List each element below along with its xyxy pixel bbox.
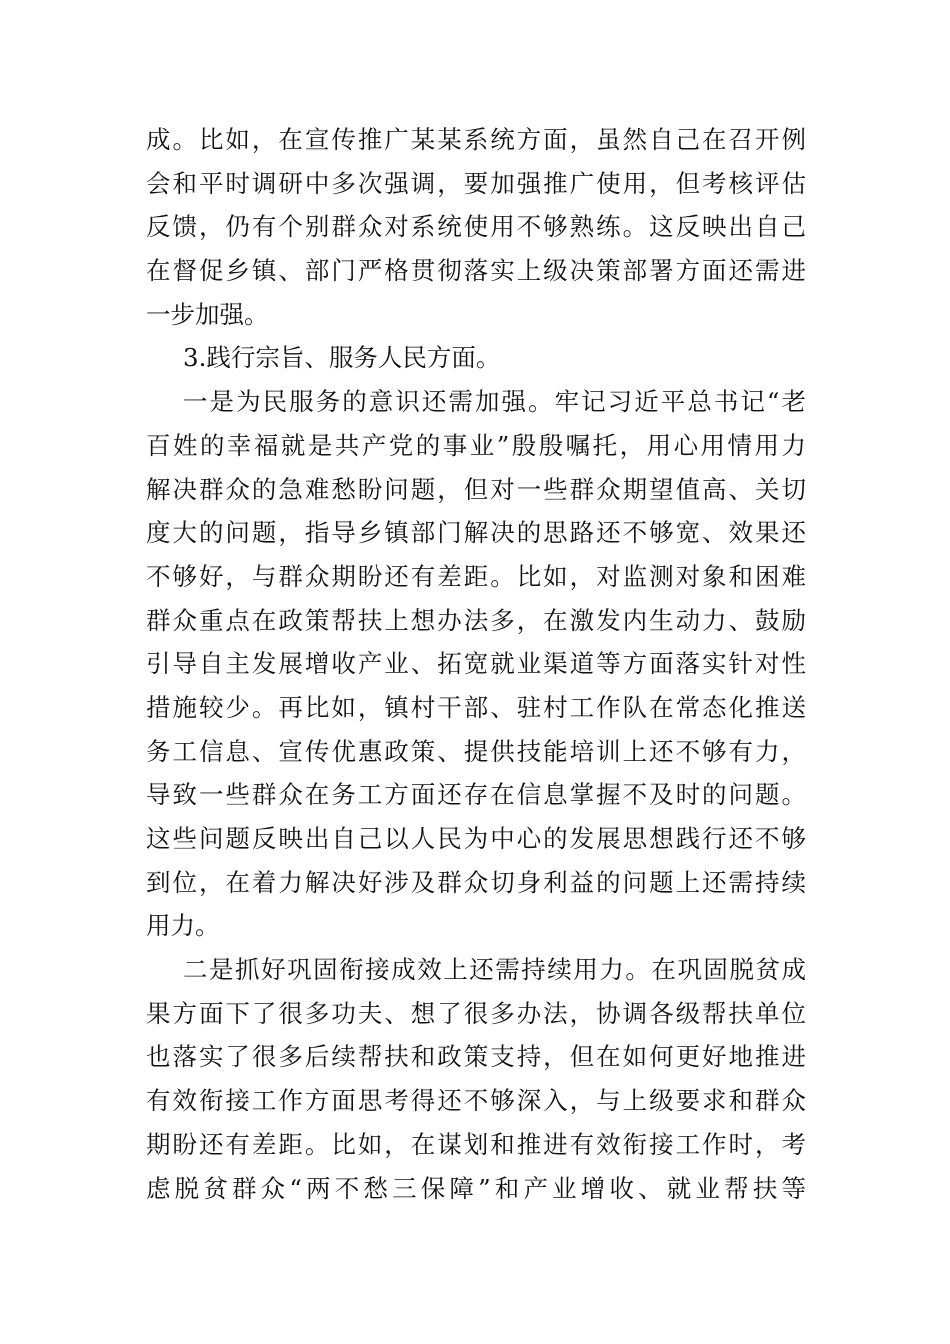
- text-line: 成。比如，在宣传推广某某系统方面，虽然自己在召开例: [146, 125, 806, 154]
- text-line: 在督促乡镇、部门严格贯彻落实上级决策部署方面还需进: [146, 256, 806, 286]
- text-line: 期盼还有差距。比如，在谋划和推进有效衔接工作时，考: [146, 1129, 806, 1159]
- text-line: 不够好，与群众期盼还有差距。比如，对监测对象和困难: [146, 561, 806, 591]
- text-line: 一步加强。: [146, 299, 269, 329]
- text-line: 导致一些群众在务工方面还存在信息掌握不及时的问题。: [146, 780, 806, 810]
- document-body: [146, 118, 806, 1210]
- text-line: 有效衔接工作方面思考得还不够深入，与上级要求和群众: [146, 1086, 806, 1116]
- text-line: 也落实了很多后续帮扶和政策支持，但在如何更好地推进: [146, 1042, 806, 1072]
- text-line: 会和平时调研中多次强调，要加强推广使用，但考核评估: [146, 168, 806, 198]
- text-line: 用力。: [146, 911, 220, 941]
- text-line: 百姓的幸福就是共产党的事业”殷殷嘱托，用心用情用力: [146, 430, 806, 460]
- text-line: 一是为民服务的意识还需加强。牢记习近平总书记“老: [183, 387, 806, 417]
- text-line: 反馈，仍有个别群众对系统使用不够熟练。这反映出自己: [146, 212, 806, 242]
- text-line: 度大的问题，指导乡镇部门解决的思路还不够宽、效果还: [146, 518, 806, 548]
- text-line: 解决群众的急难愁盼问题，但对一些群众期望值高、关切: [146, 474, 806, 504]
- text-line: 引导自主发展增收产业、拓宽就业渠道等方面落实针对性: [146, 649, 806, 679]
- text-line: 措施较少。再比如，镇村干部、驻村工作队在常态化推送: [146, 692, 806, 722]
- text-line: 这些问题反映出自己以人民为中心的发展思想践行还不够: [146, 824, 806, 853]
- text-line: 虑脱贫群众“两不愁三保障”和产业增收、就业帮扶等: [146, 1173, 806, 1203]
- text-line: 群众重点在政策帮扶上想办法多，在激发内生动力、鼓励: [146, 605, 806, 635]
- text-line: 到位，在着力解决好涉及群众切身利益的问题上还需持续: [146, 867, 806, 897]
- text-line: 3.践行宗旨、服务人民方面。: [183, 343, 501, 373]
- text-line: 果方面下了很多功夫、想了很多办法，协调各级帮扶单位: [146, 998, 806, 1028]
- text-line: 二是抓好巩固衔接成效上还需持续用力。在巩固脱贫成: [183, 955, 806, 985]
- text-line: 务工信息、宣传优惠政策、提供技能培训上还不够有力，: [146, 736, 806, 766]
